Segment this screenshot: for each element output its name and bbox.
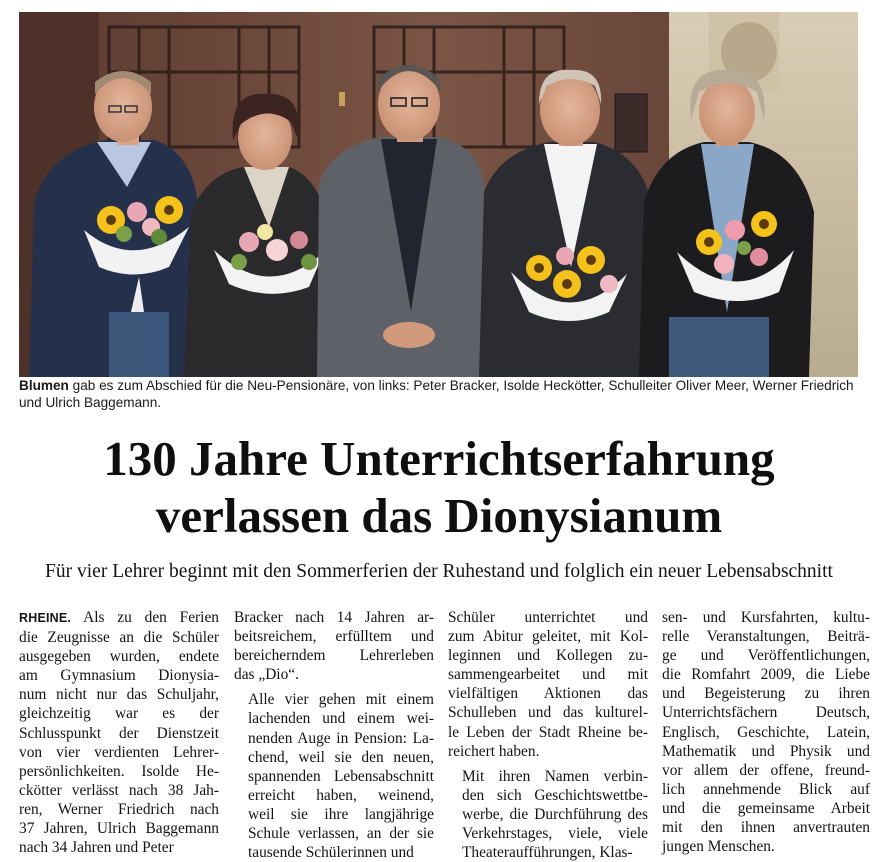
text-line: ausgegeben wurden, endete xyxy=(19,648,219,666)
text-line: reichert haben. xyxy=(448,742,540,760)
column-3 xyxy=(448,608,648,862)
text-line: ckötter verlässt nach 38 Jah- xyxy=(19,781,219,799)
article-body xyxy=(19,608,874,862)
text-line: vielfältigen Aktionen das xyxy=(448,685,648,703)
text-line: sammengearbeitet und mit xyxy=(448,666,648,684)
text-line: lachenden und einem wei- xyxy=(248,710,434,728)
text-line: am Gymnasium Dionysia- xyxy=(19,667,219,685)
text-line: jungen Menschen. xyxy=(662,838,775,856)
text-line: und die gemeinsame Arbeit xyxy=(662,799,870,817)
text-line: das „Dio“. xyxy=(234,666,299,684)
paragraph-4-cont xyxy=(662,608,870,856)
text-line: Mathematik und Physik und xyxy=(662,742,870,760)
text-line: nenden Auge in Pension: La- xyxy=(248,729,434,747)
text-line: tausende Schülerinnen und xyxy=(248,844,414,862)
text-line: von vier verdienten Lehrer- xyxy=(19,743,219,761)
text-line: leginnen und Kollegen zu- xyxy=(448,647,648,665)
text-line: ren, Werner Friedrich nach xyxy=(19,800,219,818)
text-line: Mit ihren Namen verbin- xyxy=(462,767,648,785)
text-line: Verkehrstages, viele, viele xyxy=(462,825,648,843)
photo-caption xyxy=(19,377,858,411)
text-line: werbe, die Durchführung des xyxy=(462,805,648,823)
text-line xyxy=(19,608,219,628)
text-line: Schule verlassen, an der sie xyxy=(248,825,434,843)
text-line: den sich Geschichtswettbe- xyxy=(462,786,648,804)
text-line: bereicherndem Lehrerleben xyxy=(234,647,434,665)
paragraph-4 xyxy=(448,767,648,862)
text-line: Englisch, Geschichte, Latein, xyxy=(662,723,870,741)
text-line: Schulleben und das kulturel- xyxy=(448,704,648,722)
column-4 xyxy=(662,608,870,856)
text-line: gleichzeitig war es der xyxy=(19,705,219,723)
paragraph-1 xyxy=(19,608,219,857)
headline-line-2: verlassen das Dionysianum xyxy=(155,488,723,543)
text-line: Bracker nach 14 Jahren ar- xyxy=(234,609,434,626)
text-line: mit den ihnen anvertrauten xyxy=(662,819,870,837)
group-photo-icon xyxy=(19,12,858,377)
subheadline: Für vier Lehrer beginnt mit den Sommerferien der Ruhestand und folglich ein neuer Lebensabschnitt xyxy=(45,561,833,582)
text-line: sen- und Kursfahrten, kultu- xyxy=(662,609,870,626)
dateline: RHEINE. xyxy=(19,611,72,625)
paragraph-3-cont xyxy=(448,608,648,761)
caption-lead: Blumen xyxy=(19,378,69,393)
text-line: 37 Jahren, Ulrich Baggemann xyxy=(19,820,219,838)
text-line: die Romfahrt 2009, die Liebe xyxy=(662,666,870,684)
text-line: weil sie ihre langjährige xyxy=(248,805,434,823)
caption-text: gab es zum Abschied für die Neu-Pensionäre, von links: Peter Bracker, Isolde Heckötter, Schulleiter Oliver Meer, Werner Friedrich und Ulrich Baggemann. xyxy=(19,378,854,410)
text-line-content: Als zu den Ferien xyxy=(71,609,219,626)
text-line: vor allem der offene, freund- xyxy=(662,761,870,779)
text-line: le Leben der Stadt Rheine be- xyxy=(448,723,648,741)
text-line: relle Veranstaltungen, Beiträ- xyxy=(662,628,870,646)
column-2 xyxy=(234,608,434,862)
text-line: Schüler unterrichtet und xyxy=(448,609,648,626)
text-line: Unterrichtsfächern Deutsch, xyxy=(662,704,870,722)
text-line: lich annehmende Blick auf xyxy=(662,780,870,798)
column-1 xyxy=(19,608,219,857)
text-line: die Zeugnisse an die Schüler xyxy=(19,629,219,647)
article-photo xyxy=(19,12,858,377)
text-line: Schlusspunkt der Dienstzeit xyxy=(19,724,219,742)
text-line: ge und Veröffentlichungen, xyxy=(662,647,870,665)
text-line: zum Abitur geleitet, mit Kol- xyxy=(448,628,648,646)
text-line: num nicht nur das Schuljahr, xyxy=(19,686,219,704)
text-line: spannenden Lebensabschnitt xyxy=(248,767,434,785)
text-line: erreicht haben, weinend, xyxy=(248,786,434,804)
paragraph-2 xyxy=(234,608,434,684)
paragraph-3 xyxy=(234,690,434,862)
text-line: persönlichkeiten. Isolde He- xyxy=(19,762,219,780)
headline-line-1: 130 Jahre Unterrichtserfahrung xyxy=(103,431,775,486)
text-line: und Begeisterung zu ihren xyxy=(662,685,870,703)
text-line: Alle vier gehen mit einem xyxy=(248,691,434,709)
text-line: nach 34 Jahren und Peter xyxy=(19,839,174,857)
headline xyxy=(0,430,878,544)
text-line: beitsreichem, erfülltem und xyxy=(234,628,434,646)
text-line: chend, weil sie den neuen, xyxy=(248,748,434,766)
text-line: Theateraufführungen, Klas- xyxy=(462,844,633,862)
